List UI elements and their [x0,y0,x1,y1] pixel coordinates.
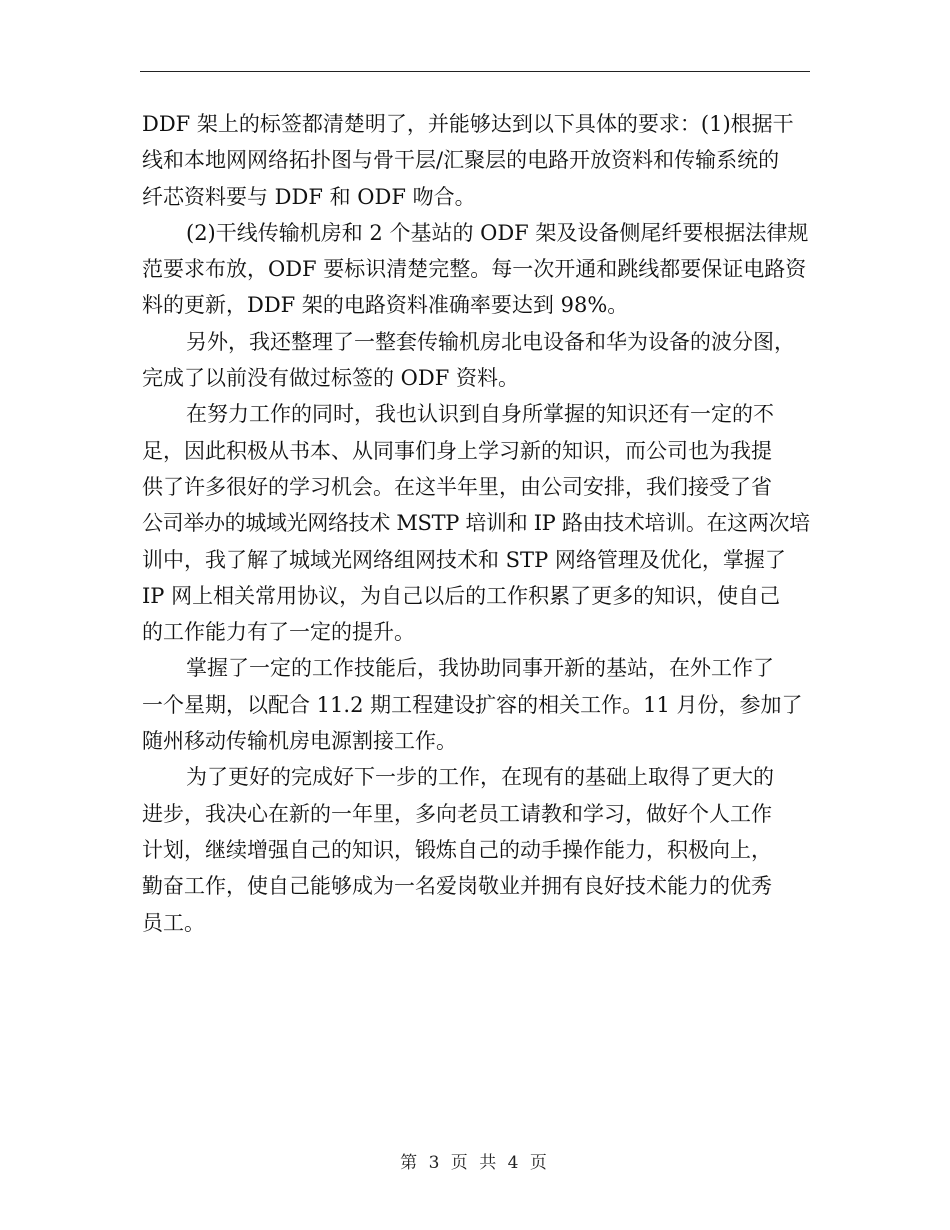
body-paragraph [142,324,810,397]
text-line: IP 网上相关常用协议，为自己以后的工作积累了更多的知识，使自己 [142,583,781,608]
text-line: 为了更好的完成好下一步的工作，在现有的基础上取得了更大的 [186,765,774,790]
text-line: 料的更新，DDF 架的电路资料准确率要达到 98%。 [142,293,629,318]
body-paragraph [142,215,810,324]
text-line: 训中，我了解了城域光网络组网技术和 STP 网络管理及优化，掌握了 [142,547,786,572]
text-line: 随州移动传输机房电源割接工作。 [142,729,457,754]
text-line: 勤奋工作，使自己能够成为一名爱岗敬业并拥有良好技术能力的优秀 [142,874,772,899]
text-line: 纤芯资料要与 DDF 和 ODF 吻合。 [142,184,476,209]
body-paragraph [142,396,810,650]
text-line: 供了许多很好的学习机会。在这半年里，由公司安排，我们接受了省 [142,474,772,499]
text-line: 计划，继续增强自己的知识，锻炼自己的动手操作能力，积极向上， [142,837,772,862]
text-line: 掌握了一定的工作技能后，我协助同事开新的基站，在外工作了 [186,656,774,681]
text-line: 在努力工作的同时，我也认识到自身所掌握的知识还有一定的不 [186,402,774,427]
text-line: 另外，我还整理了一整套传输机房北电设备和华为设备的波分图， [186,329,795,354]
page-footer [0,1148,950,1173]
document-body [142,106,810,941]
header-divider [140,71,810,72]
text-line: 范要求布放，ODF 要标识清楚完整。每一次开通和跳线都要保证电路资 [142,257,807,282]
text-line: 的工作能力有了一定的提升。 [142,620,415,645]
text-line: DDF 架上的标签都清楚明了，并能够达到以下具体的要求：(1)根据干 [142,112,794,136]
text-line: 公司举办的城域光网络技术 MSTP 培训和 IP 路由技术培训。在这两次培 [142,511,810,536]
text-line: (2)干线传输机房和 2 个基站的 ODF 架及设备侧尾纤要根据法律规 [186,220,809,245]
body-paragraph [142,759,810,940]
text-line: 足，因此积极从书本、从同事们身上学习新的知识，而公司也为我提 [142,438,772,463]
body-paragraph [142,650,810,759]
text-line: 员工。 [142,910,205,935]
text-line: 完成了以前没有做过标签的 ODF 资料。 [142,366,519,391]
text-line: 线和本地网网络拓扑图与骨干层/汇聚层的电路开放资料和传输系统的 [142,148,780,173]
body-paragraph [142,106,810,215]
page-number-label: 第 3 页 共 4 页 [400,1153,550,1173]
text-line: 进步，我决心在新的一年里，多向老员工请教和学习，做好个人工作 [142,801,772,826]
text-line: 一个星期，以配合 11.2 期工程建设扩容的相关工作。11 月份，参加了 [142,692,803,717]
